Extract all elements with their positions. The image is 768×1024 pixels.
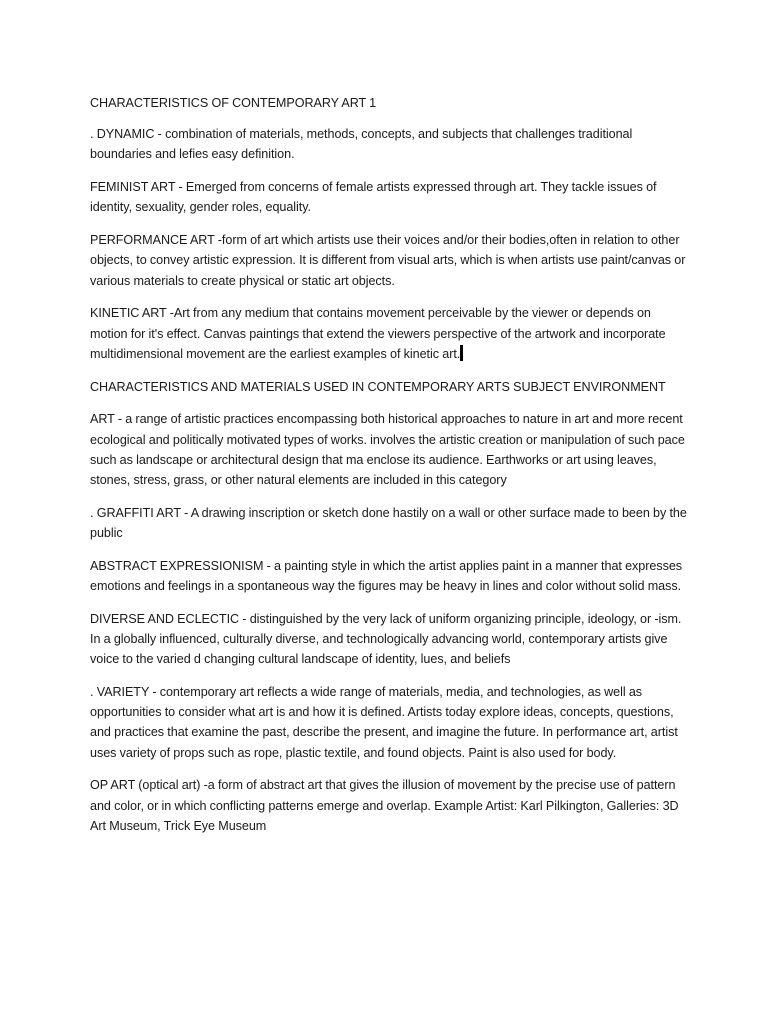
paragraph-op-art: OP ART (optical art) -a form of abstract art that gives the illusion of movement by the precise use of pattern and color, or in which conflicting patterns emerge and overlap. Example Artist: Karl Pilkington, Galleries: 3D Art Museum, Trick Eye Museum [90,778,679,833]
paragraph-dynamic: . DYNAMIC - combination of materials, methods, concepts, and subjects that challenges traditional boundaries and lefies easy definition. [90,127,633,162]
paragraph-kinetic-art-text: KINETIC ART -Art from any medium that contains movement perceivable by the viewer or depends on motion for it's effect. Canvas paintings that extend the viewers perspective of the artwork and incorporate multidimensional movement are the earliest examples of kinetic art. [90,306,666,361]
paragraph-graffiti-art: . GRAFFITI ART - A drawing inscription or sketch done hastily on a wall or other surface made to been by the public [90,505,687,541]
section-heading: CHARACTERISTICS AND MATERIALS USED IN CONTEMPORARY ARTS SUBJECT ENVIRONMENT [90,379,666,394]
paragraph-environment-art: ART - a range of artistic practices encompassing both historical approaches to nature in art and more recent ecological and politically motivated types of works. involves the artistic creation or manipulation of such pace such as landscape or architectural design that ma enclose its audience. Earthworks or art using leaves, stones, stress, grass, or other natural elements are included in this category [90,412,685,488]
paragraph-diverse-eclectic: DIVERSE AND ECLECTIC - distinguished by the very lack of uniform organizing principle, ideology, or -ism. In a globally influenced, culturally diverse, and technologically advancing world, contemporary artists give voice to the varied d changing cultural landscape of identity, lues, and beliefs [90,611,682,667]
paragraph-feminist-art: FEMINIST ART - Emerged from concerns of female artists expressed through art. They tackle issues of identity, sexuality, gender roles, equality. [90,180,657,215]
document-title: CHARACTERISTICS OF CONTEMPORARY ART 1 [90,96,377,110]
paragraph-kinetic-art[interactable] [90,303,690,364]
paragraph-performance-art: PERFORMANCE ART -form of art which artists use their voices and/or their bodies,often in relation to other objects, to convey artistic expression. It is different from visual arts, which is when artists use paint/canvas or various materials to create physical or static art objects. [90,233,686,288]
paragraph-variety: . VARIETY - contemporary art reflects a wide range of materials, media, and technologies, as well as opportunities to consider what art is and how it is defined. Artists today explore ideas, concepts, questions, and practices that examine the past, describe the present, and imagine the future. In performance art, artist uses variety of props such as rope, plastic textile, and found objects. Paint is also used for body. [90,685,678,760]
document-body [90,93,690,849]
paragraph-abstract-expressionism: ABSTRACT EXPRESSIONISM - a painting style in which the artist applies paint in a manner that expresses emotions and feelings in a spontaneous way the figures may be heavy in lines and color without solid mass. [90,558,683,594]
text-cursor [460,345,463,361]
